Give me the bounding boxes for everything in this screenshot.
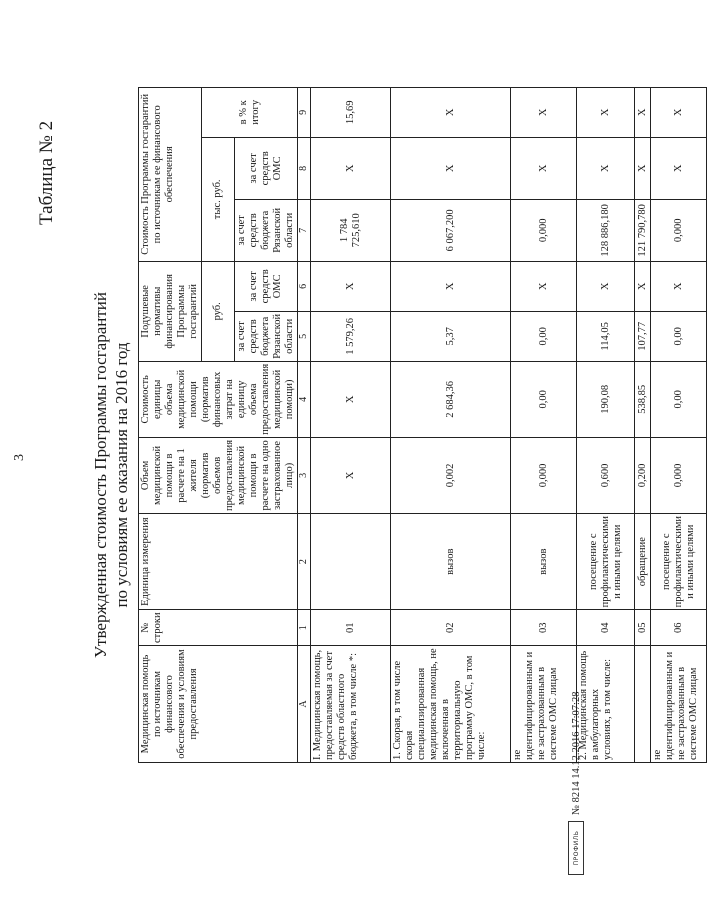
col-number: 6 — [298, 261, 311, 311]
row-unit-cost: 0,00 — [651, 361, 707, 437]
row-volume: 0,002 — [391, 437, 511, 513]
header-volume: Объем медицинской помощи в расчете на 1 жителя (норматив объемов предоставления медицинской помощи в расчете на одно застрахованное лицо) — [139, 437, 298, 513]
row-norm-budget: 0,00 — [651, 311, 707, 361]
row-percent: X — [577, 87, 635, 137]
row-norm-oms: X — [651, 261, 707, 311]
col-number: 9 — [298, 87, 311, 137]
row-cost-oms: X — [635, 137, 651, 199]
row-cost-oms: X — [511, 137, 577, 199]
row-unit-cost: 0,00 — [511, 361, 577, 437]
row-service-name: I. Медицинская помощь, предоставляемая за счет средств областного бюджета, в том числе *: — [311, 646, 391, 763]
row-percent: X — [635, 87, 651, 137]
row-norm-budget: 107,77 — [635, 311, 651, 361]
row-norm-oms: X — [635, 261, 651, 311]
row-percent: X — [511, 87, 577, 137]
row-unit: посещение с профилактическими и иными целями — [651, 513, 707, 609]
header-unit-rub: руб. — [202, 261, 235, 361]
row-cost-budget: 128 886,180 — [577, 199, 635, 261]
row-cost-budget: 0,000 — [511, 199, 577, 261]
header-line-number: № строки — [139, 610, 298, 646]
cost-table — [138, 87, 707, 763]
col-number: А — [298, 646, 311, 763]
row-norm-budget: 1 579,26 — [311, 311, 391, 361]
row-service-name — [635, 646, 651, 763]
row-cost-oms: X — [391, 137, 511, 199]
header-cost-oms: за счет средств ОМС — [235, 137, 298, 199]
table-row — [311, 87, 391, 762]
row-volume: 0,000 — [651, 437, 707, 513]
row-cost-oms: X — [651, 137, 707, 199]
table-row — [577, 87, 635, 762]
row-percent: X — [651, 87, 707, 137]
row-cost-budget: 0,000 — [651, 199, 707, 261]
row-cost-budget: 6 067,200 — [391, 199, 511, 261]
row-unit-cost: 2 684,36 — [391, 361, 511, 437]
row-norm-oms: X — [577, 261, 635, 311]
table-caption: Таблица № 2 — [36, 120, 57, 225]
row-unit: вызов — [391, 513, 511, 609]
header-norm-oms: за счет средств ОМС — [235, 261, 298, 311]
row-unit: вызов — [511, 513, 577, 609]
row-unit — [311, 513, 391, 609]
header-service: Медицинская помощь по источникам финансового обеспечения и условиям предоставления — [139, 646, 298, 763]
registration-stamp: № 8214 14.12.2016 17:07:28 — [570, 691, 582, 815]
header-norms-group: Подушевые нормативы финансирования Программы госгарантий — [139, 261, 202, 361]
registry-logo — [568, 821, 584, 875]
row-unit-cost: X — [311, 361, 391, 437]
row-volume: 0,600 — [577, 437, 635, 513]
logo-text: ПРОФИЛЬ — [572, 830, 580, 866]
row-service-name: 1. Скорая, в том числе скорая специализированная медицинская помощь, не включенная в территориальную программу ОМС, в том числе: — [391, 646, 511, 763]
row-norm-budget: 114,05 — [577, 311, 635, 361]
row-line-number: 01 — [311, 610, 391, 646]
row-line-number: 04 — [577, 610, 635, 646]
header-unit: Единица измерения — [139, 513, 298, 609]
table-row — [511, 87, 577, 762]
header-unit-cost: Стоимость единицы объема медицинской помощи (норматив финансовых затрат на единицу объема предоставления медицинской помощи) — [139, 361, 298, 437]
row-unit-cost: 538,85 — [635, 361, 651, 437]
row-volume: X — [311, 437, 391, 513]
header-norm-budget: за счет средств бюджета Рязанской области — [235, 311, 298, 361]
row-percent: X — [391, 87, 511, 137]
row-volume: 0,000 — [511, 437, 577, 513]
row-line-number: 06 — [651, 610, 707, 646]
row-percent: 15,69 — [311, 87, 391, 137]
header-cost-budget: за счет средств бюджета Рязанской области — [235, 199, 298, 261]
title-line-2: по условиям ее оказания на 2016 год — [112, 342, 131, 608]
row-norm-oms: X — [391, 261, 511, 311]
row-service-name: не идентифицированным и не застрахованным в системе ОМС лицам — [651, 646, 707, 763]
row-norm-oms: X — [311, 261, 391, 311]
header-unit-thousand-rub: тыс. руб. — [202, 137, 235, 261]
row-line-number: 05 — [635, 610, 651, 646]
document-title — [90, 165, 132, 785]
column-number-row — [298, 87, 311, 762]
page-number: 3 — [12, 454, 27, 461]
title-line-1: Утвержденная стоимость Программы госгарантий — [91, 292, 110, 658]
col-number: 3 — [298, 437, 311, 513]
row-service-name: 2. Медицинская помощь в амбулаторных условиях, в том числе: — [577, 646, 635, 763]
col-number: 8 — [298, 137, 311, 199]
table-row — [391, 87, 511, 762]
row-cost-oms: X — [577, 137, 635, 199]
header-percent: в % к итогу — [202, 87, 298, 137]
header-cost-group: Стоимость Программы госгарантий по источникам ее финансового обеспечения — [139, 87, 202, 261]
row-unit-cost: 190,08 — [577, 361, 635, 437]
col-number: 5 — [298, 311, 311, 361]
row-volume: 0,200 — [635, 437, 651, 513]
row-cost-budget: 121 790,780 — [635, 199, 651, 261]
col-number: 4 — [298, 361, 311, 437]
row-norm-oms: X — [511, 261, 577, 311]
col-number: 2 — [298, 513, 311, 609]
header-row-1 — [139, 87, 202, 762]
row-unit: обращение — [635, 513, 651, 609]
row-norm-budget: 0,00 — [511, 311, 577, 361]
row-cost-budget: 1 784 725,610 — [311, 199, 391, 261]
row-line-number: 02 — [391, 610, 511, 646]
document-footer — [568, 692, 584, 875]
col-number: 1 — [298, 610, 311, 646]
table-row — [651, 87, 707, 762]
row-service-name: не идентифицированным и не застрахованным в системе ОМС лицам — [511, 646, 577, 763]
table-row — [635, 87, 651, 762]
row-line-number: 03 — [511, 610, 577, 646]
row-unit: посещение с профилактическими и иными целями — [577, 513, 635, 609]
row-cost-oms: X — [311, 137, 391, 199]
col-number: 7 — [298, 199, 311, 261]
row-norm-budget: 5,37 — [391, 311, 511, 361]
